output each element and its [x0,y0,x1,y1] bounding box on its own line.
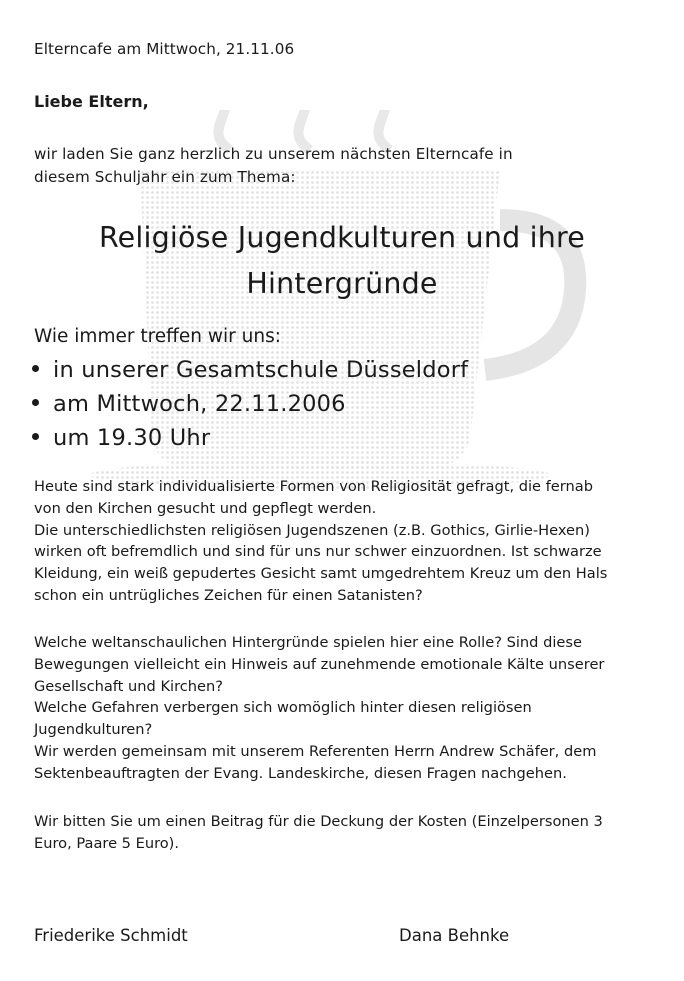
greeting: Liebe Eltern, [34,92,149,111]
paragraph-line: von den Kirchen gesucht und gepflegt werden. [34,499,377,517]
paragraph-line: Welche Gefahren verbergen sich womöglich hinter diesen religiösen [34,699,532,717]
paragraph-3 [34,811,603,855]
paragraph-line: Euro, Paare 5 Euro). [34,834,180,852]
event-date-line: Elterncafe am Mittwoch, 21.11.06 [34,40,295,58]
paragraph-line: Kleidung, ein weiß gepudertes Gesicht samt umgedrehtem Kreuz um den Hals [34,565,608,583]
paragraph-line: Die unterschiedlichsten religiösen Jugendszenen (z.B. Gothics, Girlie-Hexen) [34,521,590,539]
paragraph-1 [34,476,607,607]
list-item [32,425,210,451]
topic-title-line-2: Hintergründe [246,267,438,300]
paragraph-line: Wir werden gemeinsam mit unserem Referenten Herrn Andrew Schäfer, dem [34,742,597,760]
intro-line-1: wir laden Sie ganz herzlich zu unserem nächsten Elterncafe in [34,145,513,163]
signature-right: Dana Behnke [399,926,510,945]
paragraph-line: Jugendkulturen? [34,721,153,739]
paragraph-line: Bewegungen vielleicht ein Hinweis auf zunehmende emotionale Kälte unserer [34,655,605,673]
list-item [32,357,468,383]
paragraph-2 [34,632,604,785]
paragraph-line: Gesellschaft und Kirchen? [34,677,223,695]
meeting-lead: Wie immer treffen wir uns: [34,326,281,347]
time-text: um 19.30 Uhr [53,425,211,451]
paragraph-line: Welche weltanschaulichen Hintergründe spielen hier eine Rolle? Sind diese [34,634,582,651]
paragraph-line: Heute sind stark individualisierte Formen von Religiosität gefragt, die fernab [34,478,593,495]
signature-left: Friederike Schmidt [34,926,188,945]
bullet-icon [32,433,39,440]
intro-line-2: diesem Schuljahr ein zum Thema: [34,168,296,186]
location-text: in unserer Gesamtschule Düsseldorf [53,357,469,383]
paragraph-line: schon ein untrügliches Zeichen für einen Satanisten? [34,586,423,604]
topic-title-line-1: Religiöse Jugendkulturen und ihre [98,221,586,254]
date-text: am Mittwoch, 22.11.2006 [53,391,346,417]
list-item [32,391,346,417]
paragraph-line: Wir bitten Sie um einen Beitrag für die Deckung der Kosten (Einzelpersonen 3 [34,813,603,830]
bullet-icon [32,399,39,406]
paragraph-line: wirken oft befremdlich und sind für uns nur schwer einzuordnen. Ist schwarze [34,543,602,561]
paragraph-line: Sektenbeauftragten der Evang. Landeskirche, diesen Fragen nachgehen. [34,764,567,782]
bullet-icon [32,365,39,372]
